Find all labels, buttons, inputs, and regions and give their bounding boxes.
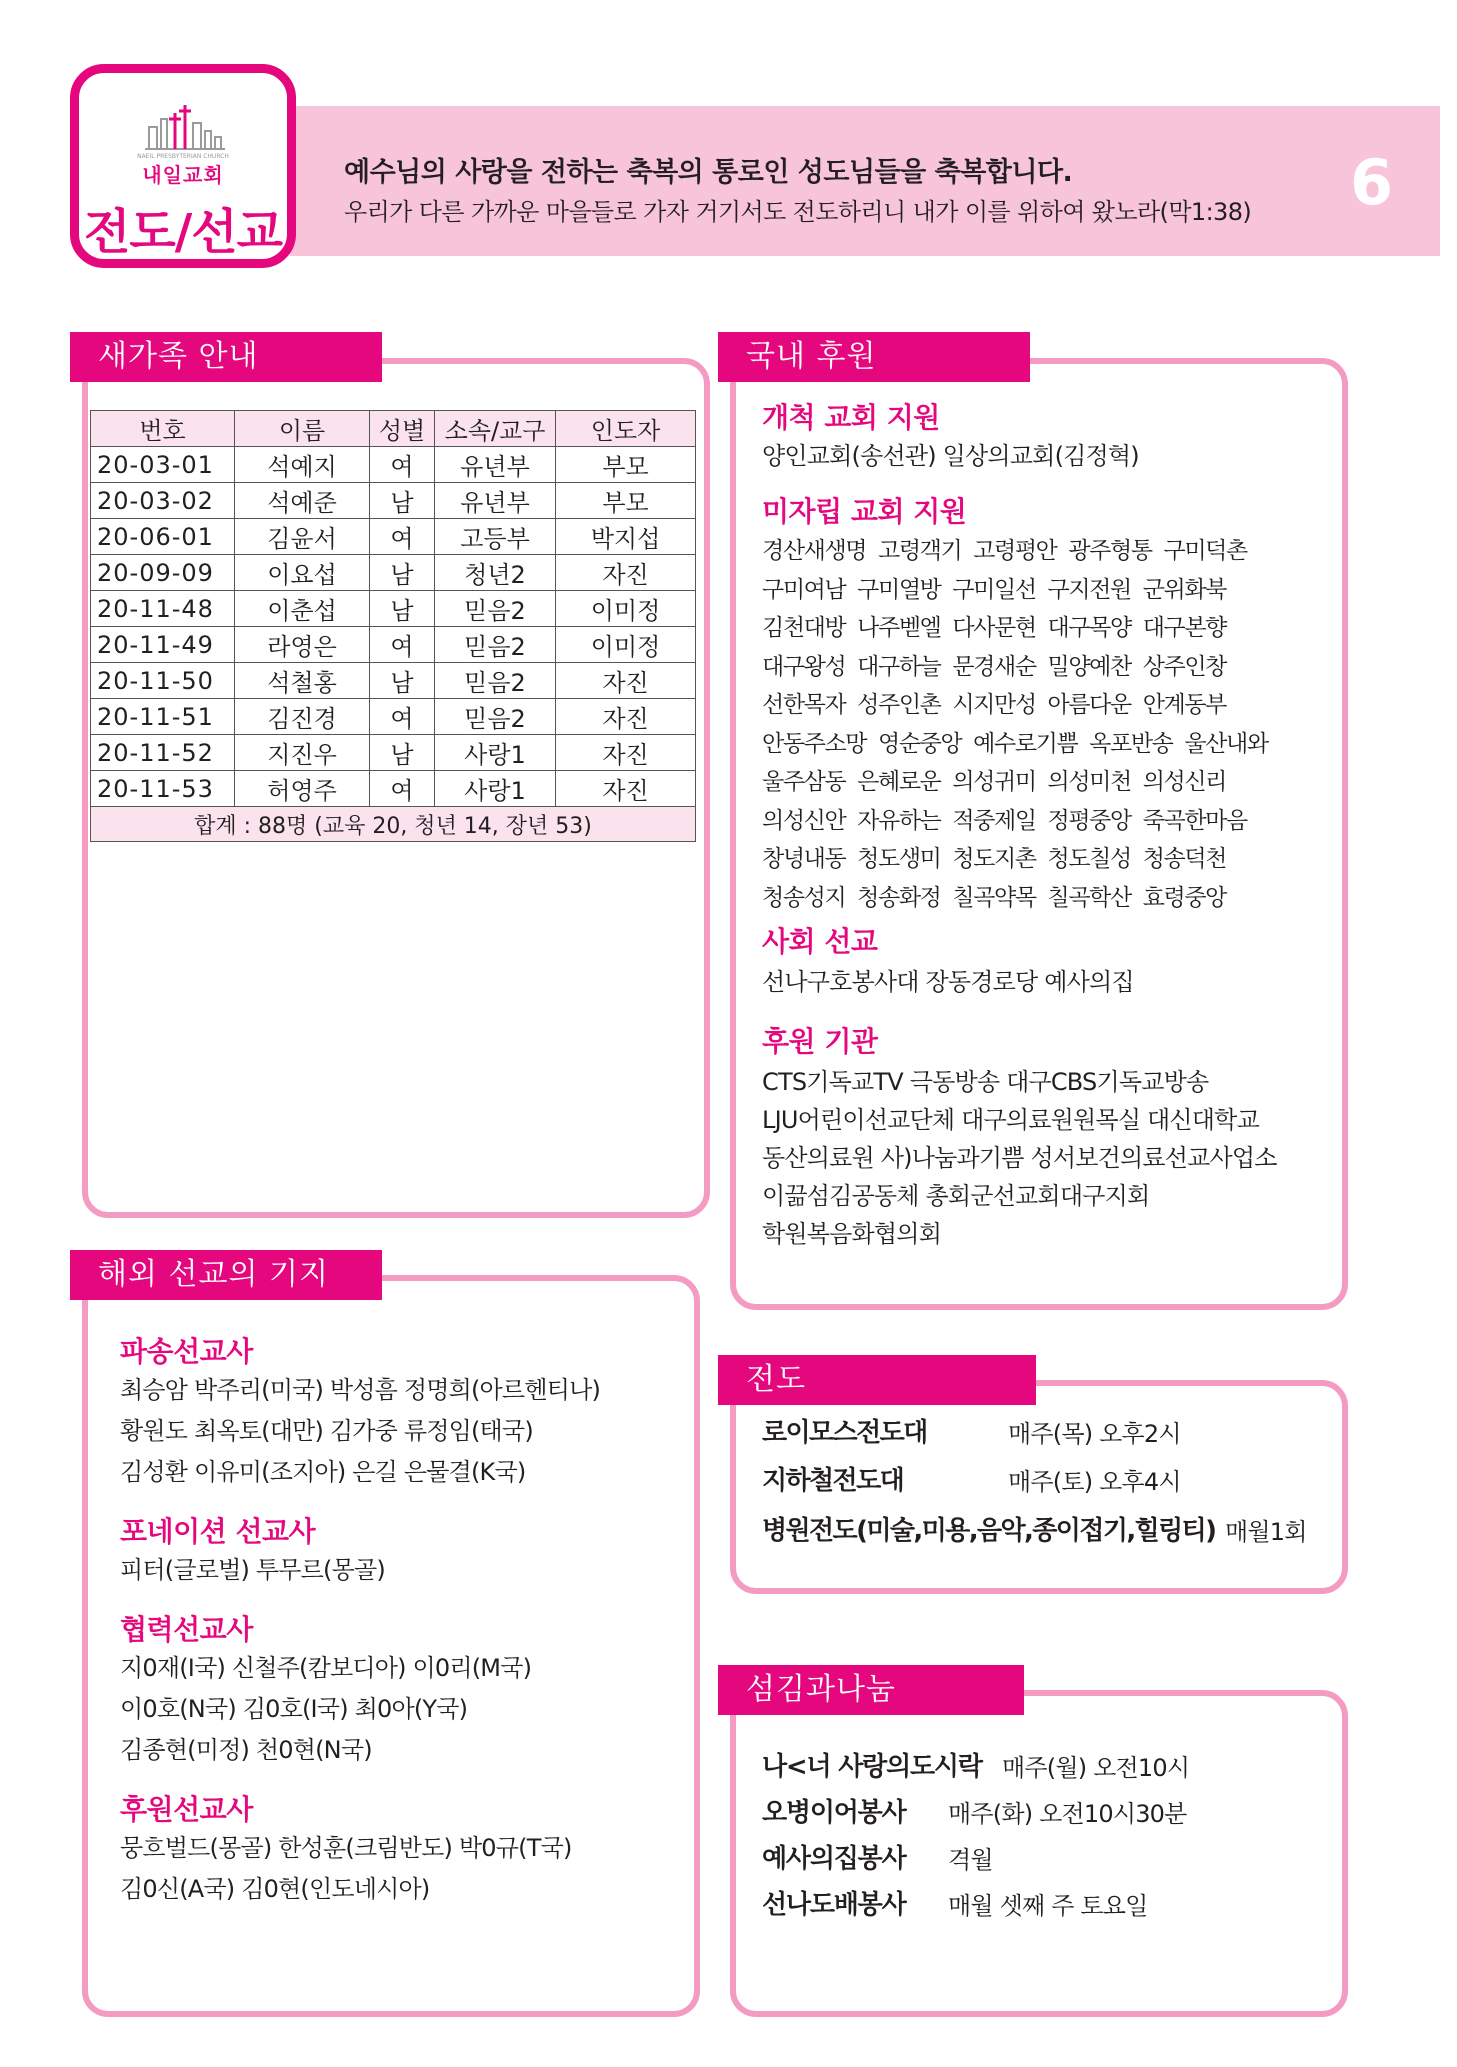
missionary-line: 김종현(미정) 천0현(N국) xyxy=(120,1736,372,1764)
org-line: 이끎섬김공동체 총회군선교회대구지회 xyxy=(762,1182,1150,1210)
org-line: CTS기독교TV 극동방송 대구CBS기독교방송 xyxy=(762,1068,1209,1096)
table-cell: 20-03-01 xyxy=(91,447,235,483)
logo-badge xyxy=(70,64,296,268)
column-header: 성별 xyxy=(370,411,435,447)
org-line: LJU어린이선교단체 대구의료원원목실 대신대학교 xyxy=(762,1106,1259,1134)
table-cell: 지진우 xyxy=(235,735,370,771)
orgs-title: 후원 기관 xyxy=(762,1025,878,1058)
column-header: 이름 xyxy=(235,411,370,447)
column-header: 번호 xyxy=(91,411,235,447)
table-row xyxy=(91,591,696,627)
missionary-line: 김0신(A국) 김0현(인도네시아) xyxy=(120,1875,430,1903)
table-cell: 자진 xyxy=(556,555,696,591)
missionary-group-title: 후원선교사 xyxy=(120,1793,253,1826)
table-cell: 석예지 xyxy=(235,447,370,483)
table-cell: 남 xyxy=(370,663,435,699)
church-row: 창녕내동 청도생미 청도지촌 청도칠성 청송덕천 xyxy=(762,846,1227,872)
missionary-group-title: 포네이션 선교사 xyxy=(120,1515,316,1548)
evangelism-tab: 전도 xyxy=(718,1355,1036,1405)
unestablished-title: 미자립 교회 지원 xyxy=(762,495,967,528)
table-cell: 라영은 xyxy=(235,627,370,663)
table-cell: 자진 xyxy=(556,771,696,807)
church-row: 김천대방 나주벧엘 다사문현 대구목양 대구본향 xyxy=(762,615,1227,641)
sharing-label: 나<너 사랑의도시락 xyxy=(762,1752,982,1782)
table-cell: 믿음2 xyxy=(435,591,556,627)
overseas-tab: 해외 선교의 기지 xyxy=(70,1250,382,1300)
sharing-schedule: 격월 xyxy=(948,1846,993,1874)
church-row: 청송성지 청송화정 칠곡약목 칠곡학산 효령중앙 xyxy=(762,884,1227,911)
sharing-schedule: 매주(월) 오전10시 xyxy=(1002,1754,1190,1782)
table-row xyxy=(91,699,696,735)
new-family-table xyxy=(90,410,696,842)
evangelism-schedule: 매주(목) 오후2시 xyxy=(1008,1420,1181,1448)
missionary-group-title: 협력선교사 xyxy=(120,1613,253,1646)
table-cell: 여 xyxy=(370,519,435,555)
table-total: 합계 : 88명 (교육 20, 청년 14, 장년 53) xyxy=(91,807,696,842)
social-line: 선나구호봉사대 장동경로당 예사의집 xyxy=(762,968,1134,996)
table-cell: 20-11-49 xyxy=(91,627,235,663)
table-row xyxy=(91,735,696,771)
table-row xyxy=(91,447,696,483)
sharing-schedule: 매주(화) 오전10시30분 xyxy=(948,1800,1187,1828)
evangelism-schedule: 매주(토) 오후4시 xyxy=(1008,1468,1181,1496)
table-cell: 남 xyxy=(370,735,435,771)
table-row xyxy=(91,663,696,699)
domestic-tab: 국내 후원 xyxy=(718,332,1030,382)
evangelism-label: 로이모스전도대 xyxy=(762,1418,927,1448)
missionary-line: 김성환 이유미(조지아) 은길 은물결(K국) xyxy=(120,1458,526,1486)
table-cell: 믿음2 xyxy=(435,663,556,699)
table-row xyxy=(91,519,696,555)
table-cell: 20-11-53 xyxy=(91,771,235,807)
missionary-line: 지0재(I국) 신철주(캄보디아) 이0리(M국) xyxy=(120,1654,532,1682)
column-header: 소속/교구 xyxy=(435,411,556,447)
sharing-schedule: 매월 셋째 주 토요일 xyxy=(948,1892,1148,1920)
church-row: 경산새생명 고령객기 고령평안 광주형통 구미덕촌 xyxy=(762,538,1247,564)
sharing-tab: 섬김과나눔 xyxy=(718,1665,1024,1715)
evangelism-schedule: 매월1회 xyxy=(1225,1518,1307,1546)
table-cell: 남 xyxy=(370,591,435,627)
sharing-label: 예사의집봉사 xyxy=(762,1844,906,1874)
table-cell: 자진 xyxy=(556,735,696,771)
header-verse: 우리가 다른 가까운 마을들로 가자 거기서도 전도하리니 내가 이를 위하여 왔노라(막1:38) xyxy=(344,198,1252,226)
church-row: 안동주소망 영순중앙 예수로기쁨 옥포반송 울산내와 xyxy=(762,730,1268,757)
page-number: 6 xyxy=(1350,146,1394,219)
table-cell: 유년부 xyxy=(435,447,556,483)
table-cell: 20-09-09 xyxy=(91,555,235,591)
church-row: 선한목자 성주인촌 시지만성 아름다운 안계동부 xyxy=(762,692,1227,718)
table-cell: 20-11-52 xyxy=(91,735,235,771)
table-cell: 허영주 xyxy=(235,771,370,807)
table-cell: 청년2 xyxy=(435,555,556,591)
church-english-name: NAEIL PRESBYTERIAN CHURCH xyxy=(137,153,229,160)
table-cell: 고등부 xyxy=(435,519,556,555)
table-row xyxy=(91,627,696,663)
table-row xyxy=(91,483,696,519)
pioneer-line: 양인교회(송선관) 일상의교회(김정혁) xyxy=(762,442,1139,470)
evangelism-label: 병원전도(미술,미용,음악,종이접기,힐링티) xyxy=(762,1516,1216,1546)
table-cell: 이요섭 xyxy=(235,555,370,591)
sharing-label: 선나도배봉사 xyxy=(762,1890,906,1920)
table-cell: 자진 xyxy=(556,699,696,735)
table-cell: 자진 xyxy=(556,663,696,699)
table-cell: 유년부 xyxy=(435,483,556,519)
table-cell: 믿음2 xyxy=(435,699,556,735)
church-name: 내일교회 xyxy=(142,163,224,187)
table-row xyxy=(91,771,696,807)
missionary-line: 황원도 최옥토(대만) 김가중 류정임(태국) xyxy=(120,1417,533,1445)
church-row: 구미여남 구미열방 구미일선 구지전원 군위화북 xyxy=(762,576,1227,603)
social-title: 사회 선교 xyxy=(762,925,878,958)
church-row: 대구왕성 대구하늘 문경새순 밀양예찬 상주인창 xyxy=(762,653,1227,680)
table-cell: 남 xyxy=(370,555,435,591)
table-cell: 이미정 xyxy=(556,591,696,627)
table-cell: 김윤서 xyxy=(235,519,370,555)
church-skyline-icon xyxy=(145,101,225,153)
table-cell: 여 xyxy=(370,627,435,663)
table-cell: 20-11-50 xyxy=(91,663,235,699)
missionary-group-title: 파송선교사 xyxy=(120,1335,253,1368)
table-cell: 20-03-02 xyxy=(91,483,235,519)
table-cell: 부모 xyxy=(556,447,696,483)
section-title: 전도/선교 xyxy=(83,204,282,260)
table-cell: 여 xyxy=(370,699,435,735)
church-row: 의성신안 자유하는 적중제일 정평중앙 죽곡한마음 xyxy=(762,807,1247,834)
table-cell: 이미정 xyxy=(556,627,696,663)
table-cell: 사랑1 xyxy=(435,771,556,807)
table-cell: 여 xyxy=(370,771,435,807)
table-cell: 남 xyxy=(370,483,435,519)
header-main-text: 예수님의 사랑을 전하는 축복의 통로인 성도님들을 축복합니다. xyxy=(344,157,1073,188)
missionary-line: 최승암 박주리(미국) 박성흠 정명희(아르헨티나) xyxy=(120,1376,601,1404)
table-row xyxy=(91,555,696,591)
table-cell: 석철홍 xyxy=(235,663,370,699)
table-cell: 여 xyxy=(370,447,435,483)
church-row: 울주삼동 은혜로운 의성귀미 의성미천 의성신리 xyxy=(762,769,1227,795)
table-cell: 20-11-48 xyxy=(91,591,235,627)
missionary-line: 피터(글로벌) 투무르(몽골) xyxy=(120,1556,385,1584)
new-family-tab: 새가족 안내 xyxy=(70,332,382,382)
sharing-label: 오병이어봉사 xyxy=(762,1798,906,1828)
table-cell: 부모 xyxy=(556,483,696,519)
org-line: 동산의료원 사)나눔과기쁨 성서보건의료선교사업소 xyxy=(762,1144,1277,1172)
table-cell: 믿음2 xyxy=(435,627,556,663)
table-cell: 사랑1 xyxy=(435,735,556,771)
table-cell: 박지섭 xyxy=(556,519,696,555)
missionary-line: 뭉흐벌드(몽골) 한성훈(크림반도) 박0규(T국) xyxy=(120,1834,572,1862)
missionary-line: 이0호(N국) 김0호(I국) 최0아(Y국) xyxy=(120,1695,468,1723)
table-cell: 20-11-51 xyxy=(91,699,235,735)
table-total-row xyxy=(91,807,696,842)
table-cell: 20-06-01 xyxy=(91,519,235,555)
table-cell: 김진경 xyxy=(235,699,370,735)
column-header: 인도자 xyxy=(556,411,696,447)
evangelism-label: 지하철전도대 xyxy=(762,1466,904,1496)
table-header-row xyxy=(91,411,696,447)
table-cell: 석예준 xyxy=(235,483,370,519)
org-line: 학원복음화협의회 xyxy=(762,1220,942,1248)
pioneer-title: 개척 교회 지원 xyxy=(762,401,940,434)
table-cell: 이춘섭 xyxy=(235,591,370,627)
